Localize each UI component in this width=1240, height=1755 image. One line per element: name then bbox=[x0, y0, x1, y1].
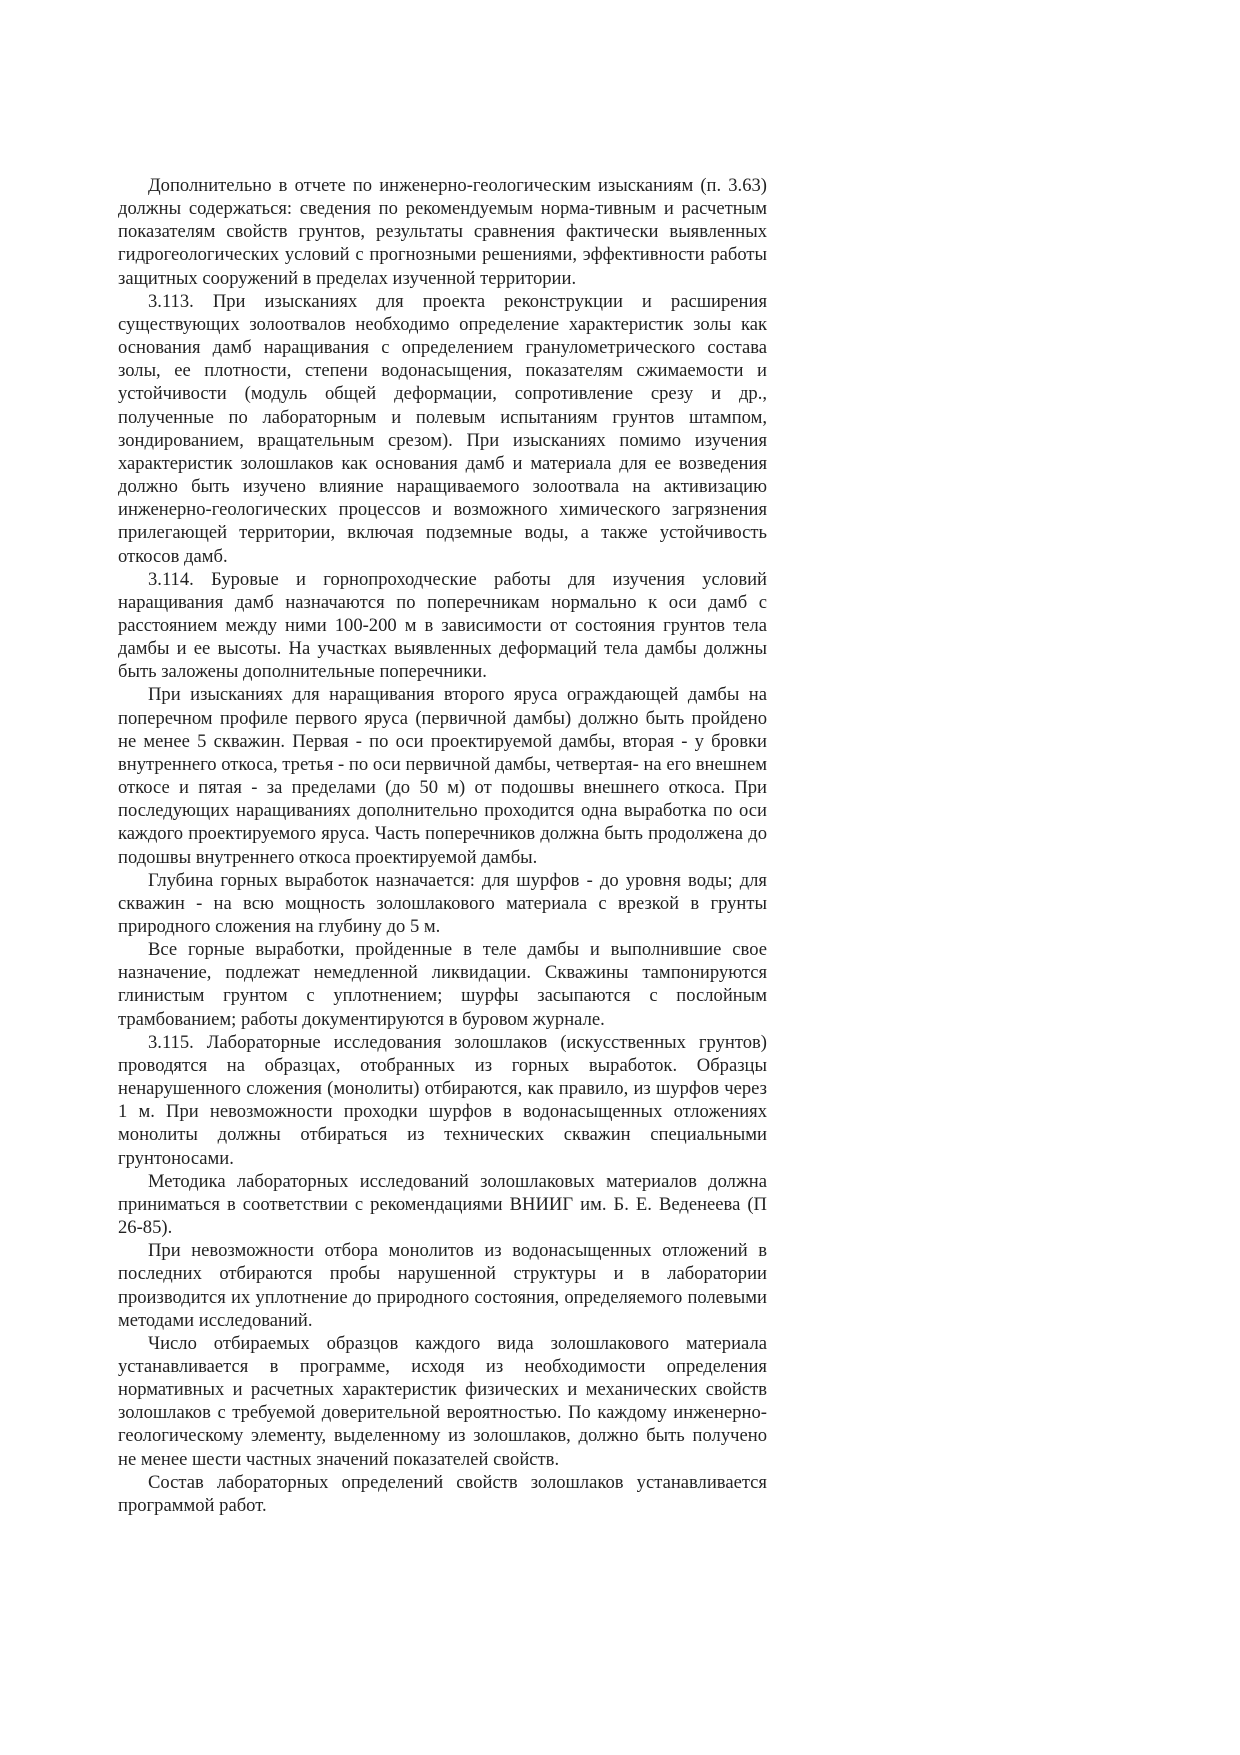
paragraph-lab-composition: Состав лабораторных определений свойств золошлаков устанавливается программой работ. bbox=[118, 1471, 767, 1516]
paragraph-methodology: Методика лабораторных исследований золошлаковых материалов должна приниматься в соответствии с рекомендациями ВНИИГ им. Б. Е. Веденеева (П 26-85). bbox=[118, 1170, 767, 1239]
paragraph-liquidation: Все горные выработки, пройденные в теле дамбы и выполнившие свое назначение, подлежат немедленной ликвидации. Скважины тампонируются глинистым грунтом с уплотнением; шурфы засыпаются с послойным трамбованием; работы документируются в буровом журнале. bbox=[118, 939, 767, 1030]
paragraph-report-contents: Дополнительно в отчете по инженерно-геологическим изысканиям (п. 3.63) должны содержаться: сведения по рекомендуемым норма-тивным и расчетным показателям свойств грунтов, результаты сравнения фактически выявленных гидрогеологических условий с прогнозными решениями, эффективности работы защитных сооружений в пределах изученной территории. bbox=[118, 175, 767, 289]
paragraph-second-tier: При изысканиях для наращивания второго яруса ограждающей дамбы на поперечном профиле первого яруса (первичной дамбы) должно быть пройдено не менее 5 скважин. Первая - по оси проектируемой дамбы, вторая - у бровки внутреннего откоса, третья - по оси первичной дамбы, четвертая- на его внешнем откосе и пятая - за пределами (до 50 м) от подошвы внешнего откоса. При последующих наращиваниях дополнительно проходится одна выработка по оси каждого проектируемого яруса. Часть поперечников должна быть продолжена до подошвы внутреннего откоса проектируемой дамбы. bbox=[118, 684, 767, 868]
paragraph-excavation-depth: Глубина горных выработок назначается: для шурфов - до уровня воды; для скважин - на всю мощность золошлакового материала с врезкой в грунты природного сложения на глубину до 5 м. bbox=[118, 869, 767, 937]
paragraph-3-114: 3.114. Буровые и горнопроходческие работы для изучения условий наращивания дамб назначаются по поперечникам нормально к оси дамб с расстоянием между ними 100-200 м в зависимости от состояния грунтов тела дамбы и ее высоты. На участках выявленных деформаций тела дамбы должны быть заложены дополнительные поперечники. bbox=[118, 568, 767, 683]
paragraph-sample-count: Число отбираемых образцов каждого вида золошлакового материала устанавливается в программе, исходя из необходимости определения нормативных и расчетных характеристик физических и механических свойств золошлаков с требуемой доверительной вероятностью. По каждому инженерно-геологическому элементу, выделенному из золошлаков, должно быть получено не менее шести частных значений показателей свойств. bbox=[118, 1332, 767, 1470]
paragraph-disturbed-samples: При невозможности отбора монолитов из водонасыщенных отложений в последних отбираются пробы нарушенной структуры и в лаборатории производится их уплотнение до природного состояния, определяемого полевыми методами исследований. bbox=[118, 1240, 767, 1331]
paragraph-3-115: 3.115. Лабораторные исследования золошлаков (искусственных грунтов) проводятся на образцах, отобранных из горных выработок. Образцы ненарушенного сложения (монолиты) отбираются, как правило, из шурфов через 1 м. При невозможности проходки шурфов в водонасыщенных отложениях монолиты должны отбираться из технических скважин специальными грунтоносами. bbox=[118, 1031, 767, 1169]
paragraph-3-113: 3.113. При изысканиях для проекта реконструкции и расширения существующих золоотвалов необходимо определение характеристик золы как основания дамб наращивания с определением гранулометрического состава золы, ее плотности, степени водонасыщения, показателям сжимаемости и устойчивости (модуль общей деформации, сопротивление срезу и др., полученные по лабораторным и полевым испытаниям грунтов штампом, зондированием, вращательным срезом). При изысканиях помимо изучения характеристик золошлаков как основания дамб и материала для ее возведения должно быть изучено влияние наращиваемого золоотвала на активизацию инженерно-геологических процессов и возможного химического загрязнения прилегающей территории, включая подземные воды, а также устойчивость откосов дамб. bbox=[118, 290, 767, 567]
document-page bbox=[118, 174, 767, 1517]
